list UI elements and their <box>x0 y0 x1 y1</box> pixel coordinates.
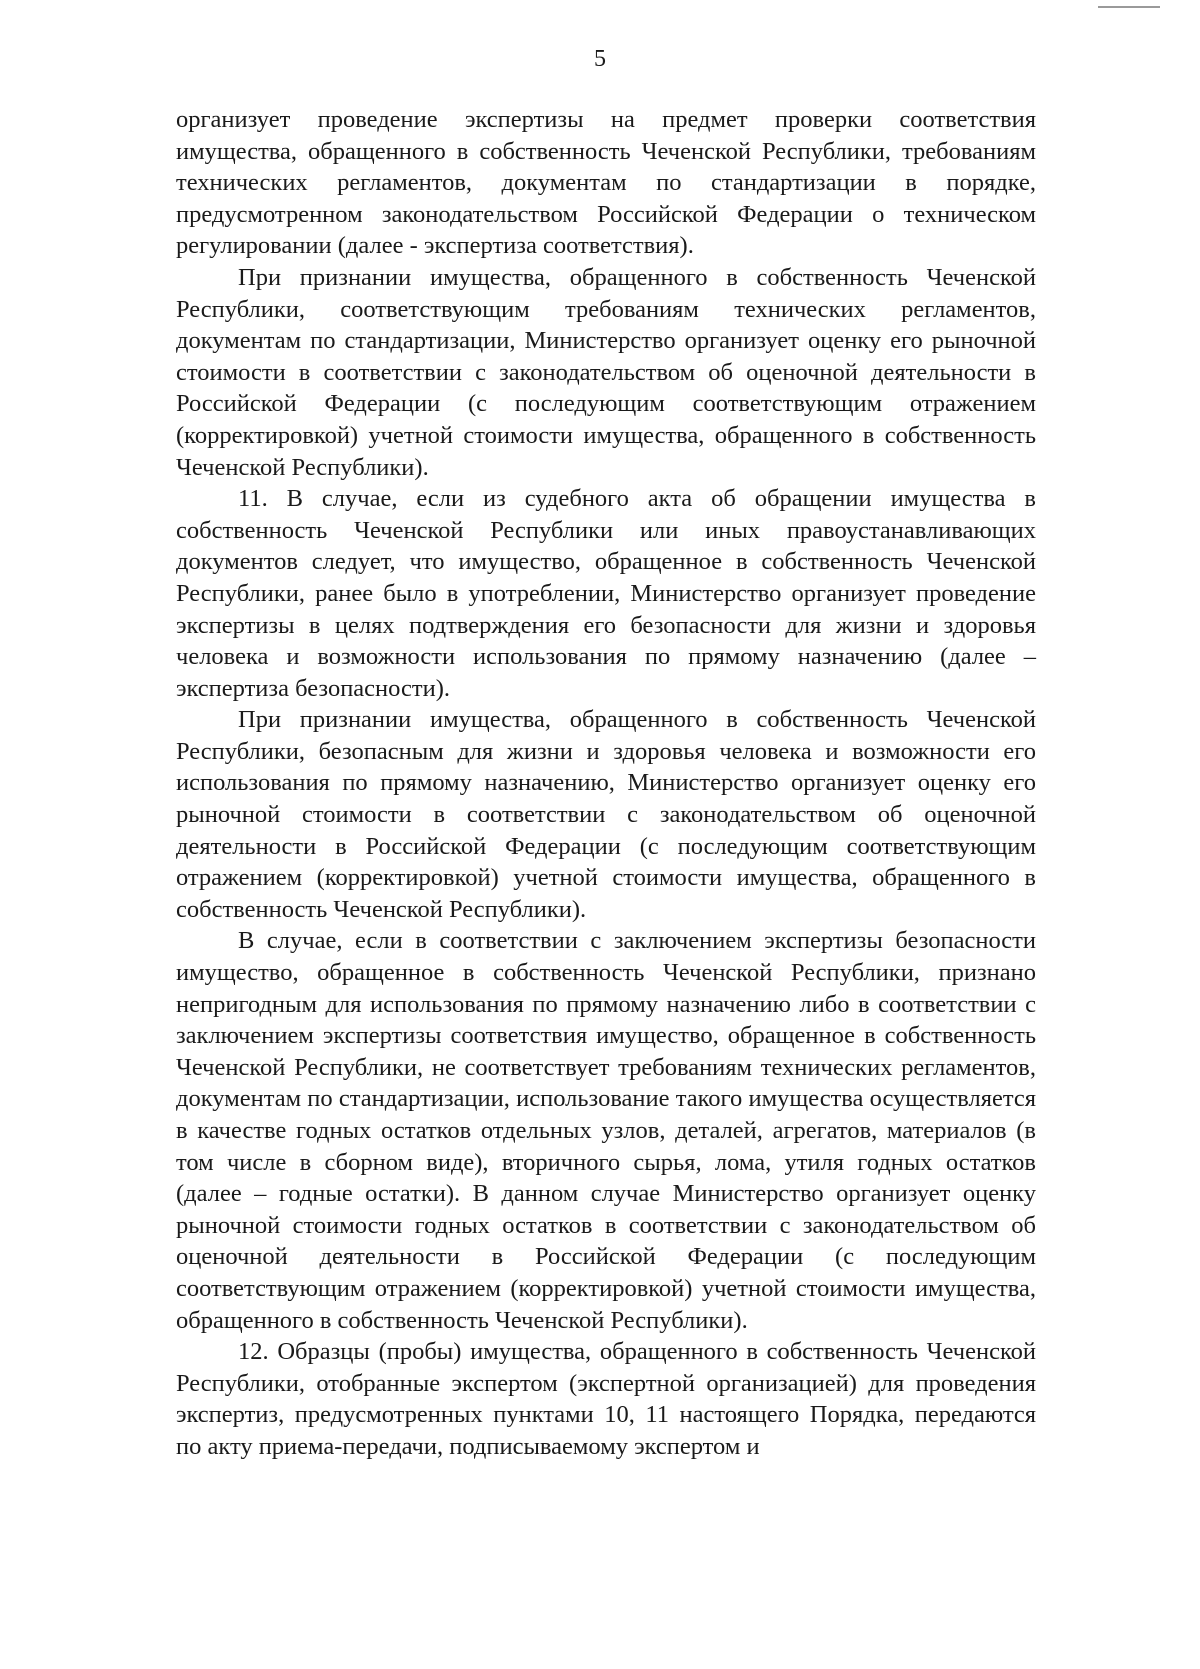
page-number: 5 <box>594 46 606 72</box>
paragraph-item-11: 11. В случае, если из судебного акта об обращении имущества в собственность Чеченской Республики или иных правоустанавливающих документов следует, что имущество, обращенное в собственность Чеченской Республики, ранее было в употреблении, Министерство организует проведение экспертизы в целях подтверждения его безопасности для жизни и здоровья человека и возможности использования по прямому назначению (далее – экспертиза безопасности). <box>176 485 1036 702</box>
paragraph: При признании имущества, обращенного в собственность Чеченской Республики, соответствующим требованиям технических регламентов, документам по стандартизации, Министерство организует оценку его рыночной стоимости в соответствии с законодательством об оценочной деятельности в Российской Федерации (с последующим соответствующим отражением (корректировкой) учетной стоимости имущества, обращенного в собственность Чеченской Республики). <box>176 263 1036 481</box>
paragraph: При признании имущества, обращенного в собственность Чеченской Республики, безопасным для жизни и здоровья человека и возможности его использования по прямому назначению, Министерство организует оценку его рыночной стоимости в соответствии с законодательством об оценочной деятельности в Российской Федерации (с последующим соответствующим отражением (корректировкой) учетной стоимости имущества, обращенного в собственность Чеченской Республики). <box>176 706 1036 923</box>
paragraph: В случае, если в соответствии с заключением экспертизы безопасности имущество, обращенное в собственность Чеченской Республики, признано непригодным для использования по прямому назначению либо в соответствии с заключением экспертизы соответствия имущество, обращенное в собственность Чеченской Республики, не соответствует требованиям технических регламентов, документам по стандартизации, использование такого имущества осуществляется в качестве годных остатков отдельных узлов, деталей, агрегатов, материалов (в том числе в сборном виде), вторичного сырья, лома, утиля годных остатков (далее – годные остатки). В данном случае Министерство организует оценку рыночной стоимости годных остатков в соответствии с законодательством об оценочной деятельности в Российской Федерации (с последующим соответствующим отражением (корректировкой) учетной стоимости имущества, обращенного в собственность Чеченской Республики). <box>176 927 1036 1334</box>
scan-corner-mark <box>1098 6 1160 8</box>
paragraph-item-12: 12. Образцы (пробы) имущества, обращенного в собственность Чеченской Республики, отобранные экспертом (экспертной организацией) для проведения экспертиз, предусмотренных пунктами 10, 11 настоящего Порядка, передаются по акту приема-передачи, подписываемому экспертом и <box>176 1338 1036 1460</box>
paragraph-continuation: организует проведение экспертизы на предмет проверки соответствия имущества, обращенного в собственность Чеченской Республики, требованиям технических регламентов, документам по стандартизации в порядке, предусмотренном законодательством Российской Федерации о техническом регулировании (далее - экспертиза соответствия). <box>176 106 1036 260</box>
document-body <box>176 104 1036 1463</box>
